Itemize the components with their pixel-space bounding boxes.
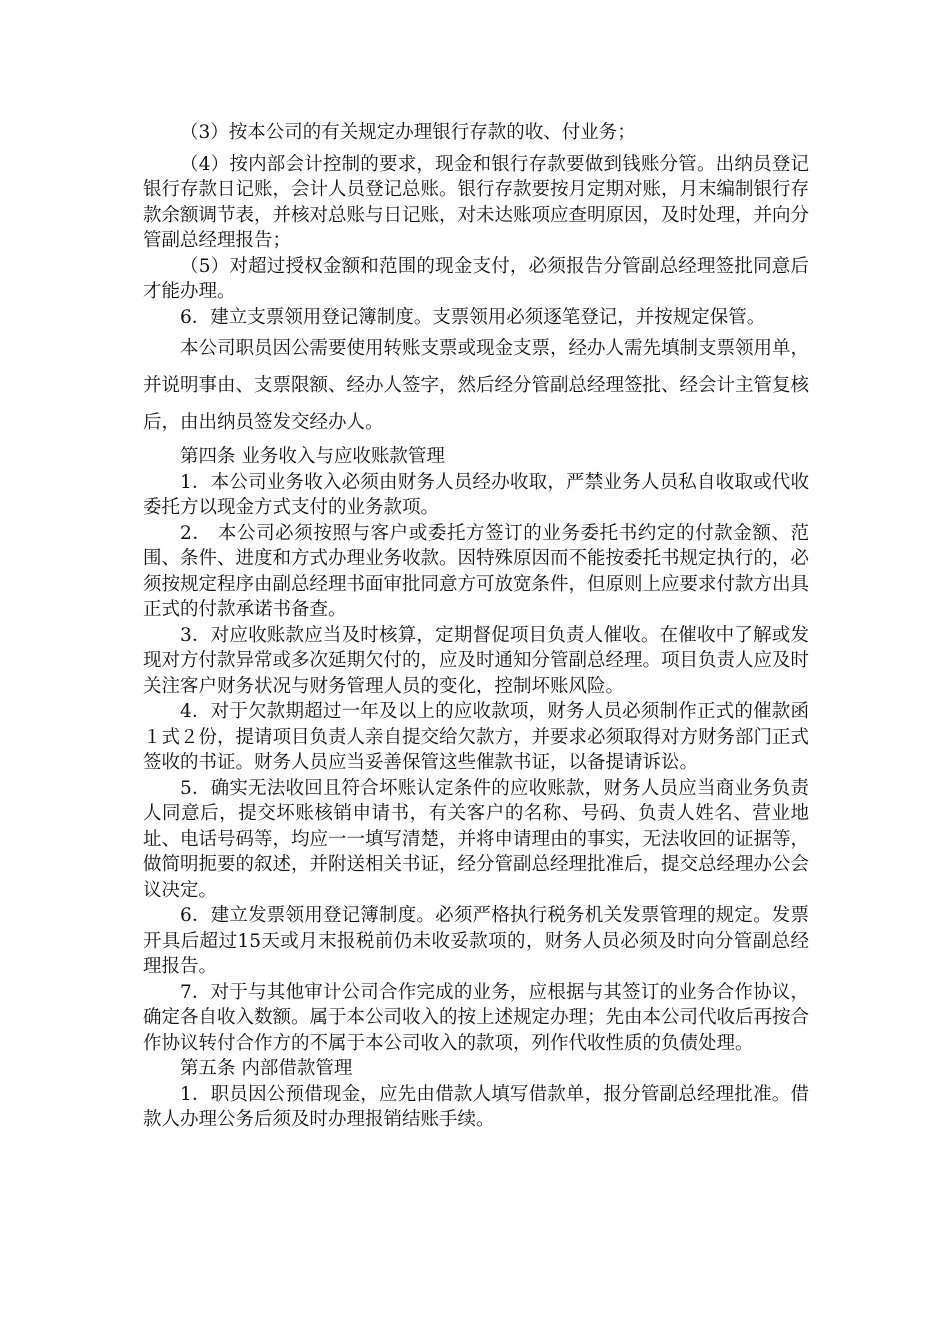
paragraph-article-5-item-1: 1．职员因公预借现金，应先由借款人填写借款单，报分管副总经理批准。借款人办理公务后须及时办理报销结账手续。 — [143, 1083, 809, 1130]
section-heading-article-5: 第五条 内部借款管理 — [180, 1058, 353, 1079]
paragraph-article-4-item-3: 3．对应收账款应当及时核算，定期督促项目负责人催收。在催收中了解或发现对方付款异常或多次延期欠付的，应及时通知分管副总经理。项目负责人应及时关注客户财务状况与财务管理人员的变化，控制坏账风险。 — [143, 624, 810, 697]
paragraph-item-3: （3）按本公司的有关规定办理银行存款的收、付业务； — [180, 122, 636, 143]
paragraph-article-4-item-4: 4．对于欠款期超过一年及以上的应收款项，财务人员必须制作正式的催款函１式２份，提请项目负责人亲自提交给欠款方，并要求必须取得对方财务部门正式签收的书证。财务人员应当妥善保管这些催款书证，以备提请诉讼。 — [143, 701, 810, 773]
paragraph-item-4: （4）按内部会计控制的要求，现金和银行存款要做到钱账分管。出纳员登记银行存款日记账，会计人员登记总账。银行存款要按月定期对账，月末编制银行存款余额调节表，并核对总账与日记账，对未达账项应查明原因，及时处理，并向分管副总经理报告； — [143, 153, 810, 251]
paragraph-item-5: （5）对超过授权金额和范围的现金支付，必须报告分管副总经理签批同意后才能办理。 — [143, 255, 809, 302]
paragraph-article-4-item-1: 1．本公司业务收入必须由财务人员经办收取，严禁业务人员私自收取或代收委托方以现金方式支付的业务款项。 — [143, 471, 809, 518]
section-heading-article-4: 第四条 业务收入与应收账款管理 — [180, 446, 445, 467]
paragraph-cheque-register: 6．建立支票领用登记簿制度。支票领用必须逐笔登记，并按规定保管。 — [180, 306, 766, 328]
paragraph-article-4-item-2: 2． 本公司必须按照与客户或委托方签订的业务委托书约定的付款金额、范围、条件、进度和方式办理业务收款。因特殊原因而不能按委托书规定执行的，必须按规定程序由副总经理书面审批同意方可放宽条件，但原则上应要求付款方出具正式的付款承诺书备查。 — [143, 522, 810, 620]
paragraph-article-4-item-5: 5．确实无法收回且符合坏账认定条件的应收账款，财务人员应当商业务负责人同意后，提交坏账核销申请书，有关客户的名称、号码、负责人姓名、营业地址、电话号码等，均应一一填写清楚，并将申请理由的事实，无法收回的证据等，做简明扼要的叙述，并附送相关书证，经分管副总经理批准后，提交总经理办公会议决定。 — [143, 777, 810, 901]
document-body — [143, 120, 809, 1133]
paragraph-cheque-procedure: 本公司职员因公需要使用转账支票或现金支票，经办人需先填制支票领用单，并说明事由、支票限额、经办人签字，然后经分管副总经理签批、经会计主管复核后，由出纳员签发交经办人。 — [143, 338, 810, 433]
paragraph-article-4-item-6: 6．建立发票领用登记簿制度。必须严格执行税务机关发票管理的规定。发票开具后超过15天或月末报税前仍未收妥款项的，财务人员必须及时向分管副总经理报告。 — [143, 905, 809, 977]
paragraph-article-4-item-7: 7．对于与其他审计公司合作完成的业务，应根据与其签订的业务合作协议，确定各自收入数额。属于本公司收入的按上述规定办理；先由本公司代收后再按合作协议转付合作方的不属于本公司收入的款项，列作代收性质的负债处理。 — [143, 981, 810, 1054]
